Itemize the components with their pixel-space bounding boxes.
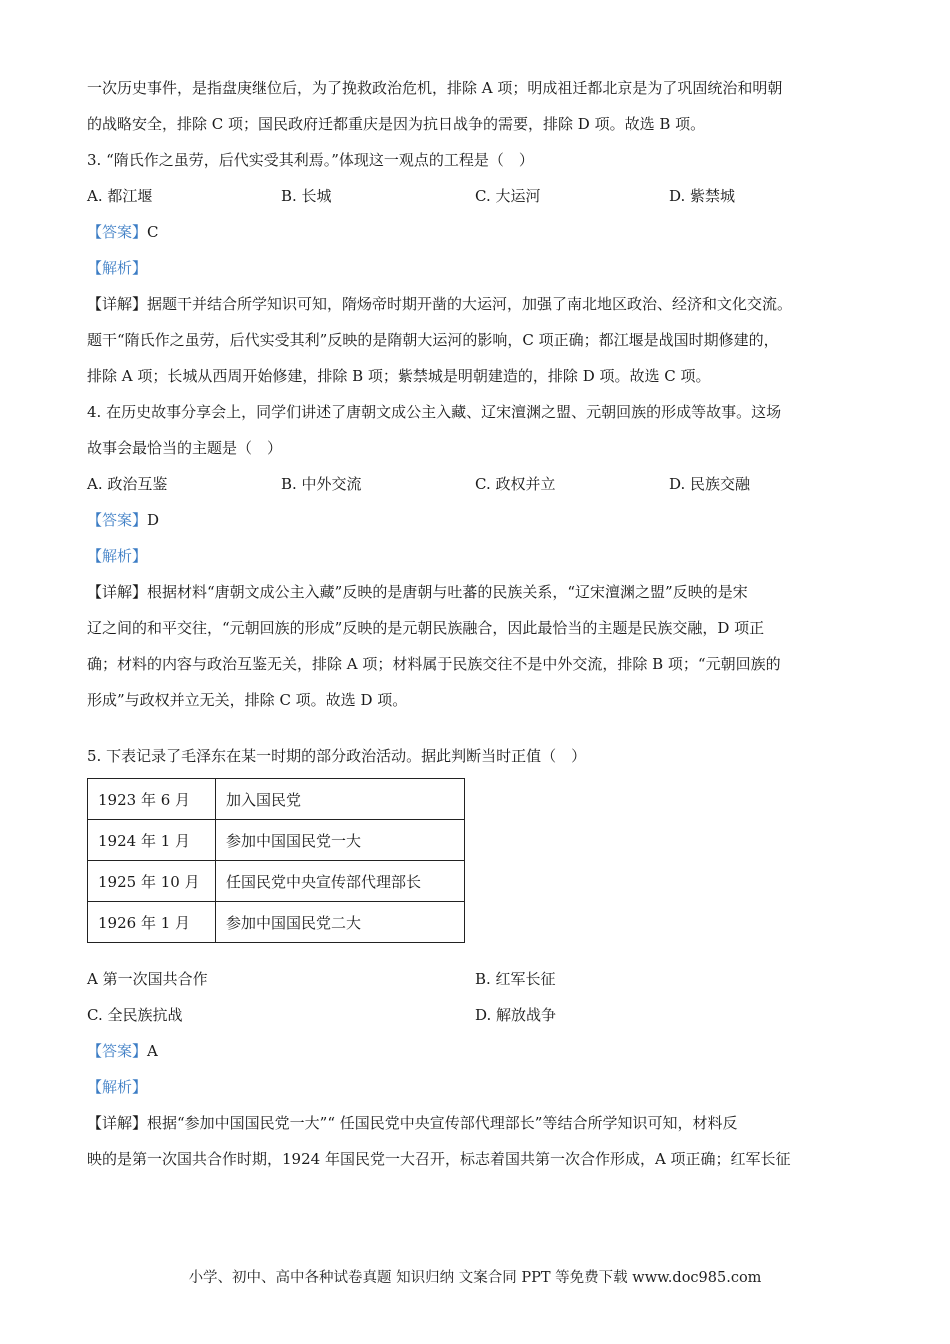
- table-event-cell: 加入国民党: [216, 779, 465, 820]
- detail-tag: 【详解】: [87, 1114, 148, 1132]
- q4-option-a: A. 政治互鉴: [87, 475, 168, 493]
- q3-detail-line: 排除 A 项；长城从西周开始修建，排除 B 项；紫禁城是明朝建造的，排除 D 项。故选 C 项。: [87, 367, 711, 385]
- q4-options: [87, 466, 877, 502]
- answer-tag: 【答案】: [87, 1042, 148, 1060]
- answer-tag: 【答案】: [87, 511, 148, 529]
- table-date-cell: 1926 年 1 月: [88, 902, 216, 943]
- q3-options: [87, 178, 877, 214]
- q3-detail-text: 据题干并结合所学知识可知，隋炀帝时期开凿的大运河，加强了南北地区政治、经济和文化交流。: [147, 295, 793, 313]
- detail-tag: 【详解】: [87, 583, 148, 601]
- q5-option-b: B. 红军长征: [475, 970, 556, 988]
- table-row: [88, 820, 465, 861]
- q4-detail-line: 形成”与政权并立无关，排除 C 项。故选 D 项。: [87, 691, 408, 709]
- q4-detail-text: 根据材料“唐朝文成公主入藏”反映的是唐朝与吐蕃的民族关系，“辽宋澶渊之盟”反映的是宋: [147, 583, 748, 601]
- q3-answer-value: C: [147, 223, 159, 241]
- spacer: [87, 718, 877, 738]
- q4-option-c: C. 政权并立: [475, 475, 556, 493]
- table-date-cell: 1925 年 10 月: [88, 861, 216, 902]
- q5-options-row2: [87, 997, 877, 1033]
- q3-option-d: D. 紫禁城: [669, 187, 736, 205]
- q3-answer: [87, 214, 877, 250]
- q4-detail-line: 辽之间的和平交往，“元朝回族的形成”反映的是元朝民族融合，因此最恰当的主题是民族交融，D 项正: [87, 619, 765, 637]
- analysis-tag: 【解析】: [87, 259, 148, 277]
- continuation-line: 一次历史事件，是指盘庚继位后，为了挽救政治危机，排除 A 项；明成祖迁都北京是为了巩固统治和明朝: [87, 79, 783, 97]
- q5-analysis: [87, 1069, 877, 1105]
- q3-detail-line: [87, 286, 877, 322]
- document-page: [87, 70, 877, 1177]
- q4-stem: 故事会最恰当的主题是（ ）: [87, 439, 283, 457]
- table-row: [88, 902, 465, 943]
- q5-detail-line: 映的是第一次国共合作时期，1924 年国民党一大召开，标志着国共第一次合作形成，A 项正确；红军长征: [87, 1150, 791, 1168]
- q3-option-b: B. 长城: [281, 187, 332, 205]
- table-date-cell: 1924 年 1 月: [88, 820, 216, 861]
- q4-analysis: [87, 538, 877, 574]
- q3-stem: 3. “隋氏作之虽劳，后代实受其利焉。”体现这一观点的工程是（ ）: [87, 151, 534, 169]
- q5-answer-value: A: [147, 1042, 158, 1060]
- q5-detail-line: [87, 1105, 877, 1141]
- q3-analysis: [87, 250, 877, 286]
- q4-answer-value: D: [147, 511, 160, 529]
- q5-option-c: C. 全民族抗战: [87, 1006, 183, 1024]
- q4-detail-line: 确；材料的内容与政治互鉴无关，排除 A 项；材料属于民族交往不是中外交流，排除 B 项；“元朝回族的: [87, 655, 781, 673]
- activity-table: [87, 778, 465, 943]
- continuation-line: 的战略安全，排除 C 项；国民政府迁都重庆是因为抗日战争的需要，排除 D 项。故选 B 项。: [87, 115, 706, 133]
- table-row: [88, 779, 465, 820]
- q3-option-a: A. 都江堰: [87, 187, 153, 205]
- page-footer: 小学、初中、高中各种试卷真题 知识归纳 文案合同 PPT 等免费下载 www.doc985.com: [188, 1270, 762, 1286]
- detail-tag: 【详解】: [87, 295, 148, 313]
- q4-detail-line: [87, 574, 877, 610]
- q4-option-d: D. 民族交融: [669, 475, 751, 493]
- table-event-cell: 参加中国国民党一大: [216, 820, 465, 861]
- q3-detail-line: 题干“隋氏作之虽劳，后代实受其利”反映的是隋朝大运河的影响，C 项正确；都江堰是战国时期修建的，: [87, 331, 779, 349]
- q5-option-a: A 第一次国共合作: [87, 970, 208, 988]
- q5-option-d: D. 解放战争: [475, 1006, 557, 1024]
- table-date-cell: 1923 年 6 月: [88, 779, 216, 820]
- q5-detail-text: 根据“参加中国国民党一大”“ 任国民党中央宣传部代理部长”等结合所学知识可知，材料反: [147, 1114, 738, 1132]
- table-event-cell: 参加中国国民党二大: [216, 902, 465, 943]
- q4-answer: [87, 502, 877, 538]
- q5-stem: 5. 下表记录了毛泽东在某一时期的部分政治活动。据此判断当时正值（ ）: [87, 747, 587, 765]
- q5-answer: [87, 1033, 877, 1069]
- table-event-cell: 任国民党中央宣传部代理部长: [216, 861, 465, 902]
- answer-tag: 【答案】: [87, 223, 148, 241]
- q3-option-c: C. 大运河: [475, 187, 541, 205]
- analysis-tag: 【解析】: [87, 1078, 148, 1096]
- table-row: [88, 861, 465, 902]
- q4-option-b: B. 中外交流: [281, 475, 362, 493]
- q5-options-row1: [87, 961, 877, 997]
- analysis-tag: 【解析】: [87, 547, 148, 565]
- q4-stem: 4. 在历史故事分享会上，同学们讲述了唐朝文成公主入藏、辽宋澶渊之盟、元朝回族的形成等故事。这场: [87, 403, 782, 421]
